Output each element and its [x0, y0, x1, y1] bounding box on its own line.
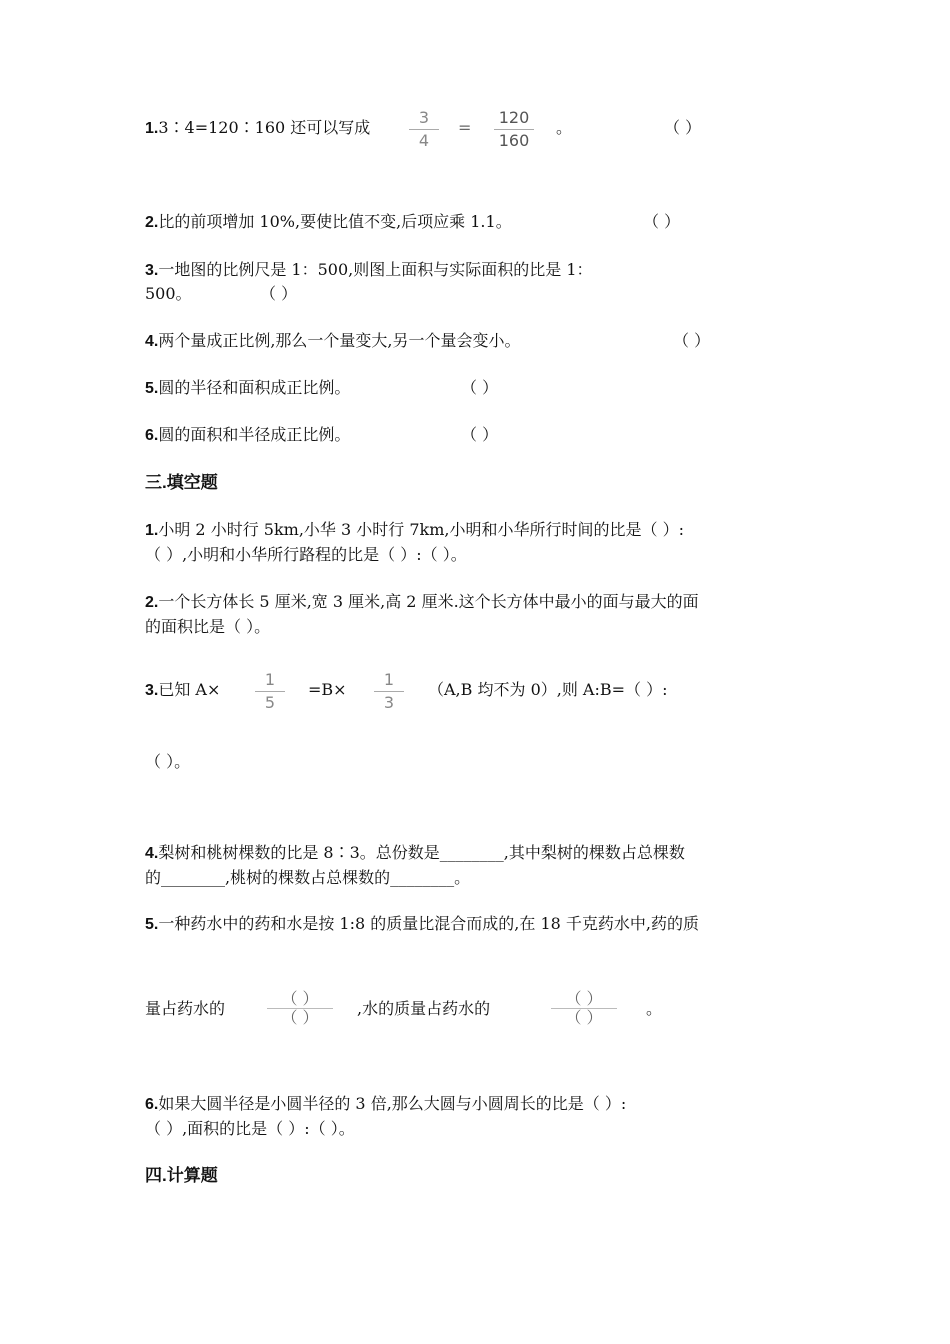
question-number: 2. [145, 214, 159, 231]
fill-q2-line2: 的面积比是（ ）。 [145, 617, 271, 636]
answer-paren: （ ） [664, 118, 702, 137]
fill-q1 [145, 520, 684, 541]
fraction-3-4: 3 4 [409, 108, 439, 151]
fill-q1-line2: （ ）,小明和小华所行路程的比是（ ）:（ ）。 [145, 545, 467, 564]
question-text: 如果大圆半径是小圆半径的 3 倍,那么大圆与小圆周长的比是（ ）: [158, 1094, 627, 1113]
question-number: 4. [145, 333, 159, 350]
period: 。 [556, 118, 573, 137]
fraction-120-160: 120 160 [494, 108, 534, 151]
question-number: 6. [145, 427, 159, 444]
judge-q6 [145, 425, 350, 446]
fill-q5 [145, 914, 699, 935]
judge-q1 [145, 118, 370, 139]
fill-q5-line2-mid: ,水的质量占药水的 [357, 999, 491, 1018]
question-text: 比的前项增加 10%,要使比值不变,后项应乘 1.1。 [158, 212, 512, 231]
question-number: 1. [145, 522, 159, 539]
judge-q3 [145, 260, 593, 281]
question-number: 1. [145, 120, 159, 137]
question-text: 已知 A× [158, 680, 221, 699]
judge-q3-line2: 500。 [145, 284, 192, 303]
question-text: 一种药水中的药和水是按 1:8 的质量比混合而成的,在 18 千克药水中,药的质 [158, 914, 699, 933]
fill-q6-line2: （ ）,面积的比是（ ）:（ ）。 [145, 1119, 355, 1138]
question-text: 梨树和桃树棵数的比是 8∶3。总份数是________,其中梨树的棵数占总棵数 [158, 843, 685, 862]
question-text: 3∶4=120∶160 还可以写成 [158, 118, 371, 137]
answer-paren: （ ） [673, 331, 711, 350]
fraction-1-3: 1 3 [374, 670, 404, 713]
blank-fraction-1: （ ） （ ） [267, 990, 333, 1027]
question-number: 5. [145, 380, 159, 397]
fill-q4 [145, 843, 685, 864]
question-number: 6. [145, 1096, 159, 1113]
question-number: 3. [145, 262, 159, 279]
section-title-fill: 三.填空题 [145, 473, 218, 492]
question-text: 两个量成正比例,那么一个量变大,另一个量会变小。 [158, 331, 521, 350]
question-number: 3. [145, 682, 159, 699]
judge-q2 [145, 212, 512, 233]
judge-q5 [145, 378, 350, 399]
section-title-calc: 四.计算题 [145, 1166, 218, 1185]
answer-paren: （ ） [461, 425, 499, 444]
answer-paren: （ ） [260, 284, 298, 303]
equals-sign: = [458, 118, 472, 137]
fill-q4-line2: 的________,桃树的棵数占总棵数的________。 [145, 868, 471, 887]
question-text: 小明 2 小时行 5km,小华 3 小时行 7km,小明和小华所行时间的比是（ ）: [158, 520, 684, 539]
fill-q3 [145, 680, 220, 701]
fill-q3-line2: （ ）。 [145, 752, 191, 771]
fill-q6 [145, 1094, 626, 1115]
question-number: 5. [145, 916, 159, 933]
question-text: 圆的面积和半径成正比例。 [158, 425, 351, 444]
fill-q5-line2-post: 。 [646, 999, 663, 1018]
question-text: 一个长方体长 5 厘米,宽 3 厘米,高 2 厘米.这个长方体中最小的面与最大的面 [158, 592, 699, 611]
fill-q5-line2-pre: 量占药水的 [145, 999, 226, 1018]
equals-b-times: =B× [308, 680, 347, 699]
fraction-1-5: 1 5 [255, 670, 285, 713]
fill-q2 [145, 592, 699, 613]
fill-q3-post: （A,B 均不为 0）,则 A:B=（ ）: [428, 680, 668, 699]
question-text: 一地图的比例尺是 1：500,则图上面积与实际面积的比是 1： [158, 260, 593, 279]
blank-fraction-2: （ ） （ ） [551, 990, 617, 1027]
question-number: 2. [145, 594, 159, 611]
answer-paren: （ ） [461, 378, 499, 397]
question-number: 4. [145, 845, 159, 862]
answer-paren: （ ） [643, 212, 681, 231]
question-text: 圆的半径和面积成正比例。 [158, 378, 351, 397]
judge-q4 [145, 331, 521, 352]
